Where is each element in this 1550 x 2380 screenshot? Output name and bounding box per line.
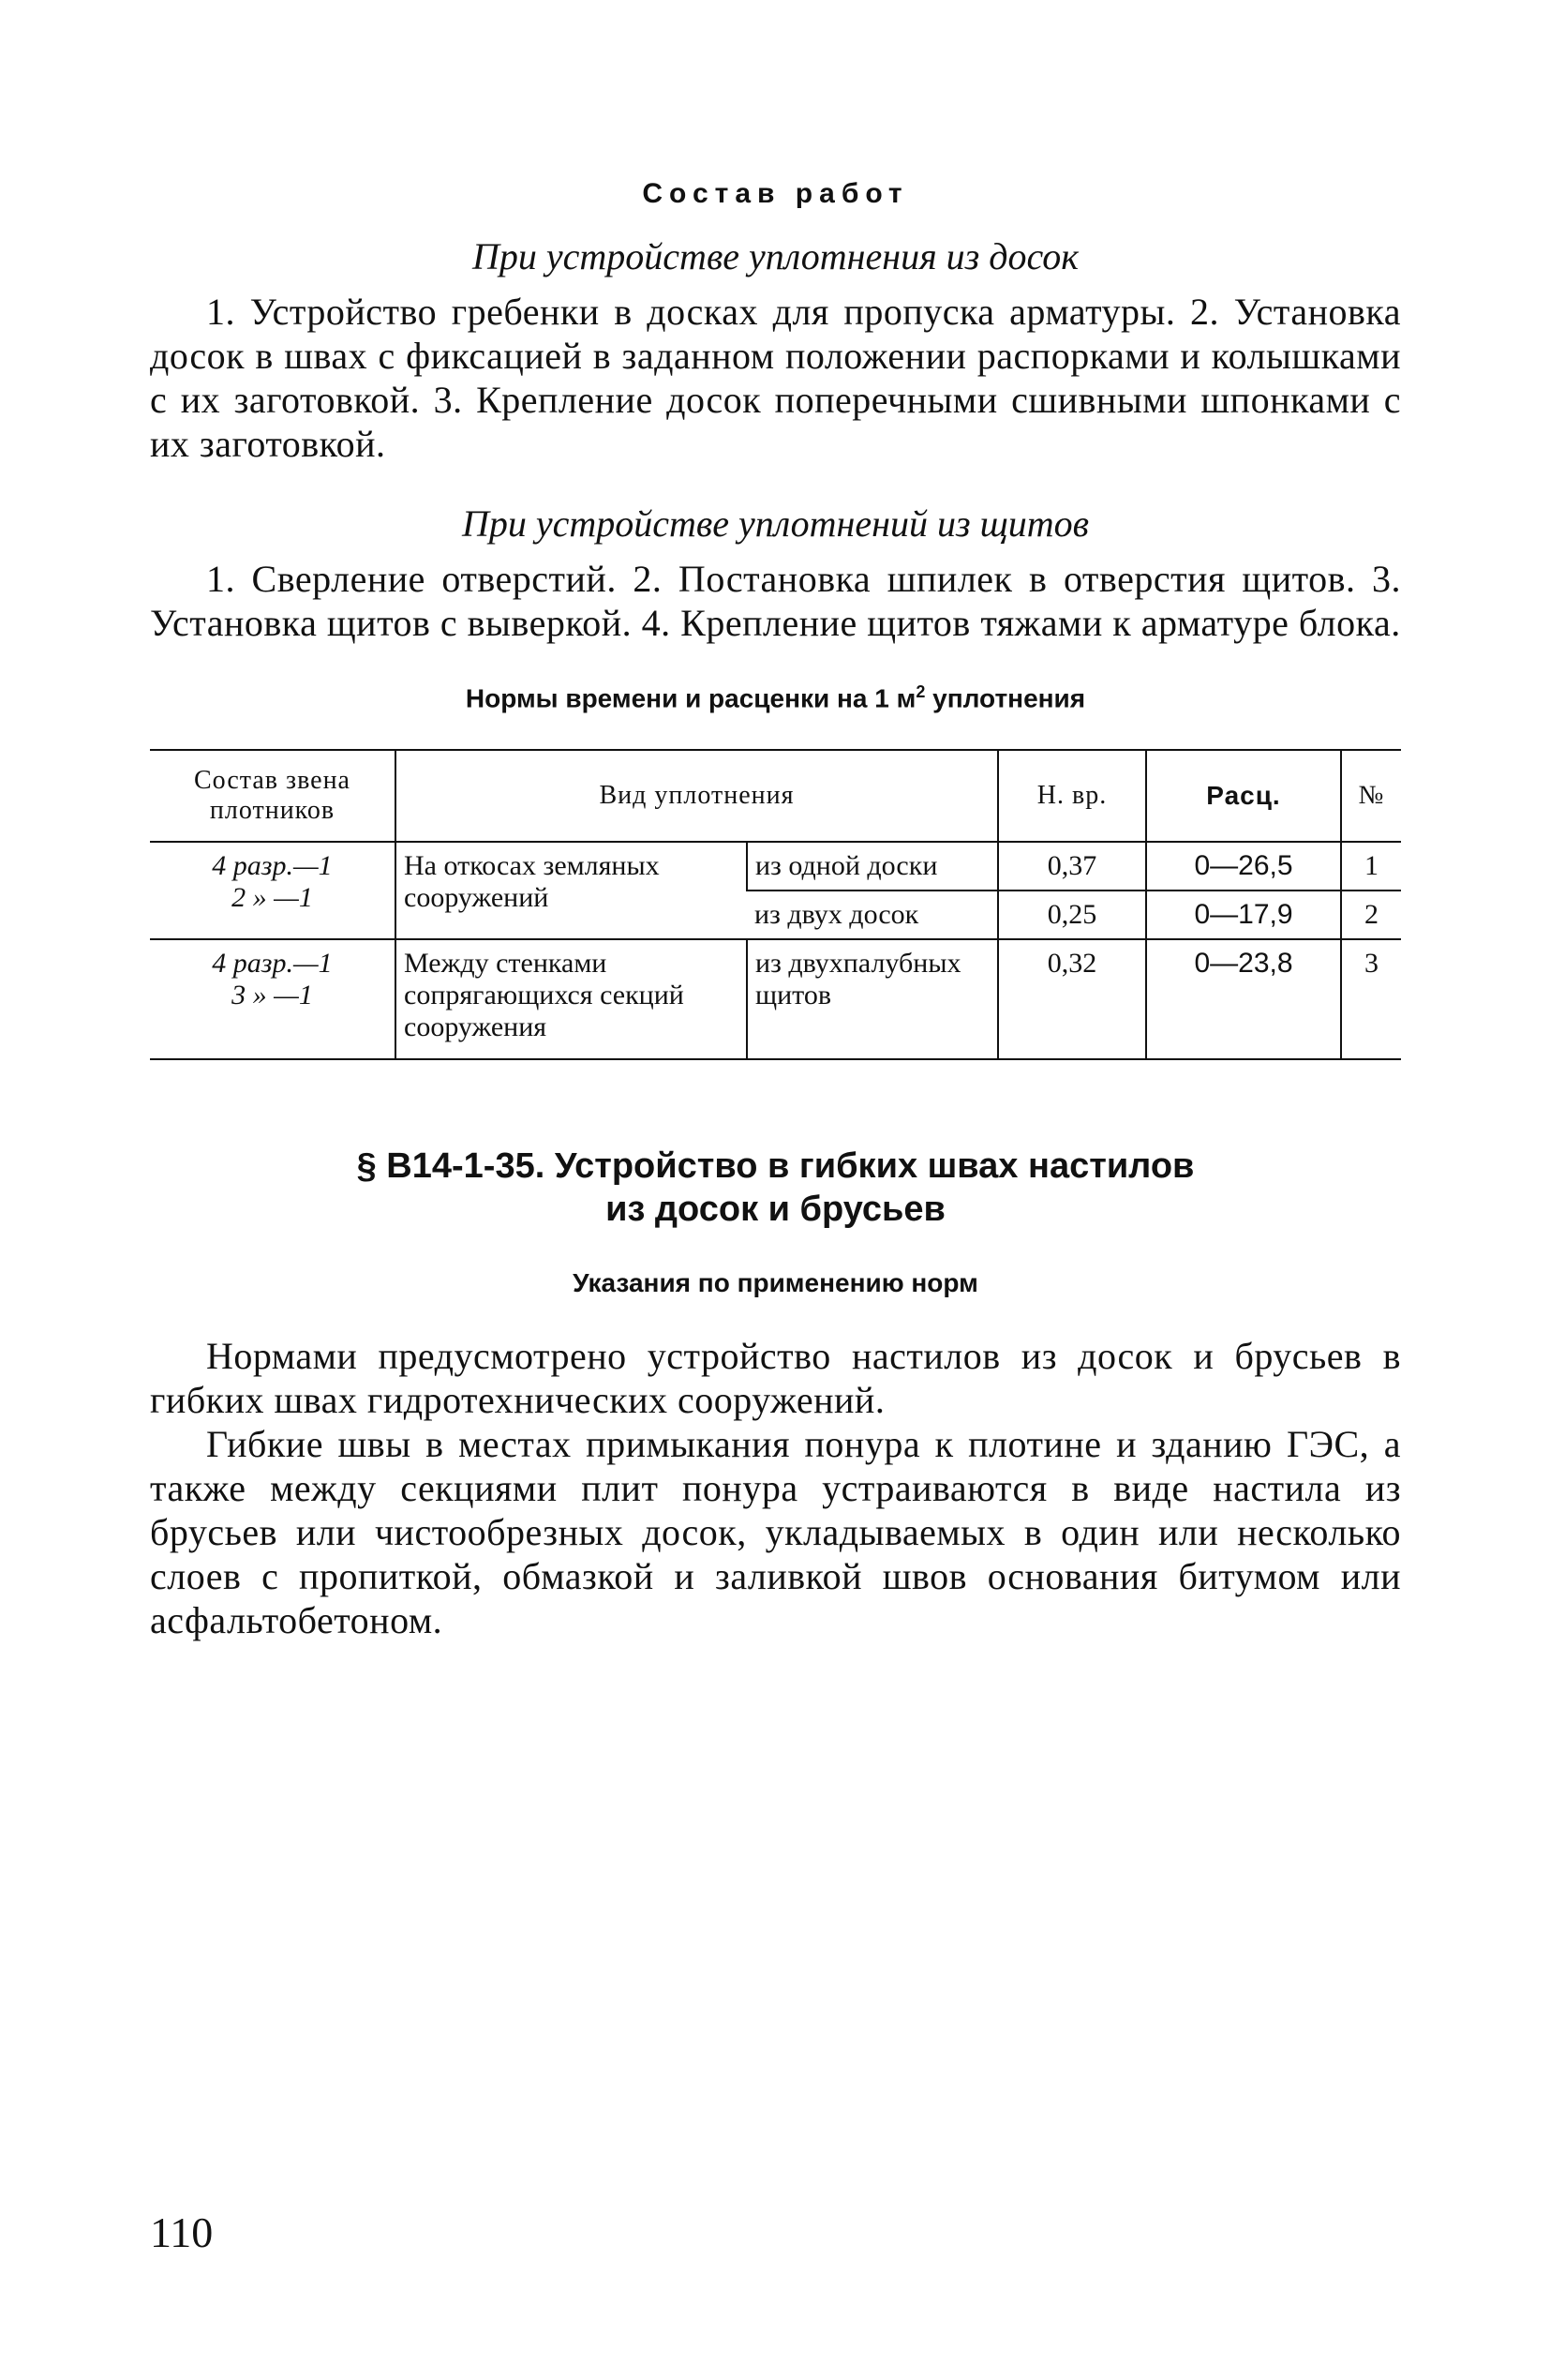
section-paragraph: Нормами предусмотрено устройство настилов из досок и брусьев в гибких швах гидротехнических сооружений.: [150, 1335, 1401, 1422]
place-cell: Между стенками сопрягающихся секций сооружения: [395, 939, 747, 1059]
header-num: №: [1341, 750, 1401, 842]
composition-title: Состав работ: [642, 178, 909, 209]
page-number: 110: [150, 2208, 214, 2256]
composition-text-shields: 1. Сверление отверстий. 2. Постановка шпилек в отверстия щитов. 3. Установка щитов с выверкой. 4. Крепление щитов тяжами к арматуре блока.: [150, 558, 1401, 644]
rate-cell: 0—26,5: [1146, 842, 1341, 891]
crew-cell: [150, 842, 395, 939]
header-type: Вид уплотнения: [395, 750, 998, 842]
section-title-line: § В14-1-35. Устройство в гибких швах настилов: [356, 1146, 1195, 1187]
header-rate: Расц.: [1146, 750, 1341, 842]
crew-line: 3 » —1: [231, 980, 313, 1011]
section-paragraph: Гибкие швы в местах примыкания понура к плотине и зданию ГЭС, а также между секциями плит понура устраиваются в виде настила из брусьев или чистообрезных досок, укладываемых в один или несколько слоев с пропиткой, обмазкой и заливкой швов основания битумом или асфальтобетоном.: [150, 1423, 1401, 1642]
num-cell: 2: [1341, 891, 1401, 939]
crew-cell: [150, 939, 395, 1059]
section-title: [150, 1145, 1401, 1231]
page: [150, 178, 1401, 1642]
table-header-row: [150, 750, 1401, 842]
place-cell: На откосах земляных сооружений: [395, 842, 747, 939]
composition-subtitle-boards: При устройстве уплотнения из досок: [472, 235, 1079, 277]
table-row: [150, 842, 1401, 891]
table-caption-superscript: 2: [916, 682, 926, 701]
time-cell: 0,37: [998, 842, 1146, 891]
norms-table: [150, 749, 1401, 1060]
table-row: [150, 939, 1401, 1059]
table-caption: [150, 682, 1401, 713]
crew-line: 4 разр.—1: [212, 948, 333, 980]
kind-cell: из одной доски: [747, 842, 998, 891]
composition-subtitle-shields: При устройстве уплотнений из щитов: [461, 502, 1090, 545]
composition-text-boards: 1. Устройство гребенки в досках для пропуска арматуры. 2. Установка досок в швах с фиксацией в заданном положении распорками и колышками с их заготовкой. 3. Крепление досок поперечными сшивными шпонками с их заготовкой.: [150, 291, 1401, 465]
kind-cell: из двух досок: [747, 891, 998, 939]
rate-cell: 0—23,8: [1146, 939, 1341, 1059]
table-caption-tail: уплотнения: [925, 683, 1086, 713]
crew-line: 2 » —1: [231, 882, 313, 914]
num-cell: 1: [1341, 842, 1401, 891]
crew-line: 4 разр.—1: [212, 850, 333, 882]
time-cell: 0,32: [998, 939, 1146, 1059]
section-title-line: из досок и брусьев: [605, 1190, 946, 1230]
kind-cell: из двухпалубных щитов: [747, 939, 998, 1059]
num-cell: 3: [1341, 939, 1401, 1059]
header-crew: Состав звена плотников: [150, 750, 395, 842]
section-subtitle: Указания по применению норм: [573, 1268, 978, 1298]
time-cell: 0,25: [998, 891, 1146, 939]
header-time: Н. вр.: [998, 750, 1146, 842]
table-caption-text: Нормы времени и расценки на 1 м: [465, 683, 917, 713]
rate-cell: 0—17,9: [1146, 891, 1341, 939]
